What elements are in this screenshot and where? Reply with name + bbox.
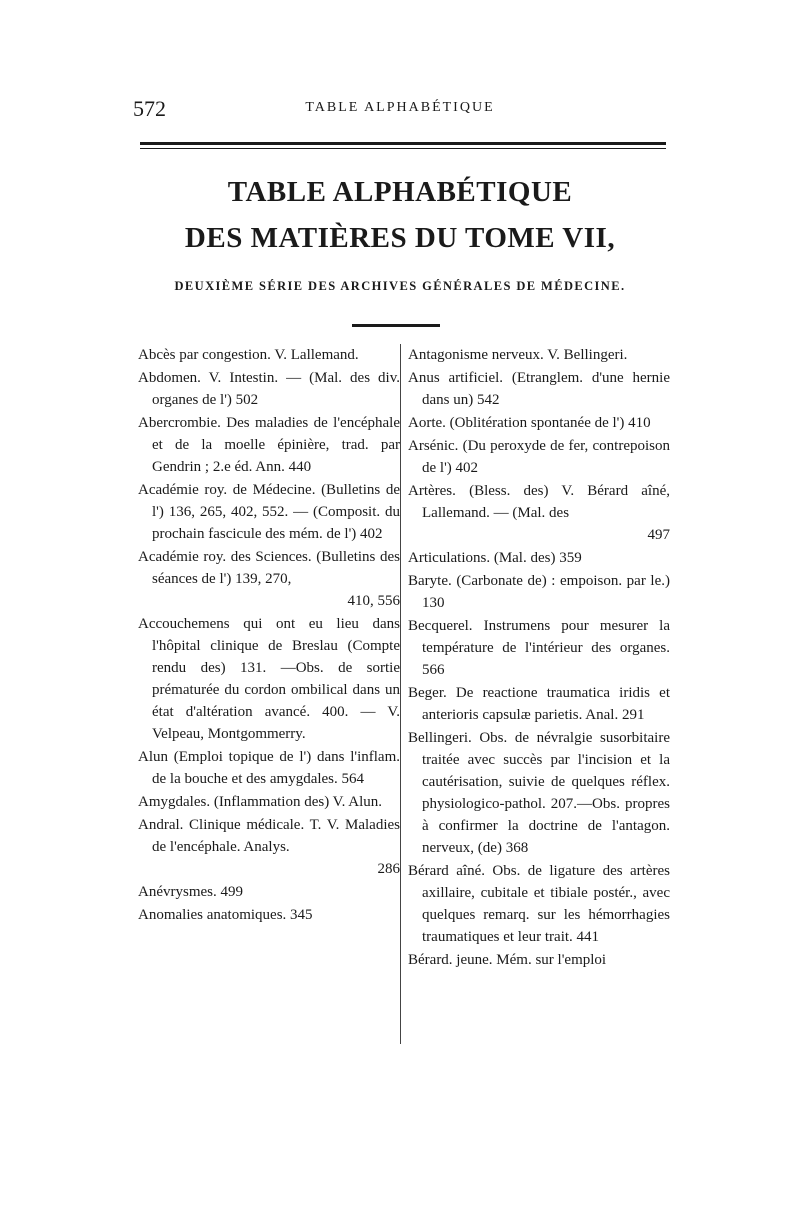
index-entry [138,412,400,478]
index-entry-text: Beger. De reactione traumatica iridis et anterioris capsulæ parietis. Anal. 291 [408,685,670,723]
index-entry-page: 497 [647,527,670,543]
index-entry [408,344,670,366]
index-entry-text: Articulations. (Mal. des) 359 [408,550,582,566]
index-entry-text: Baryte. (Carbonate de) : empoison. par le.) 130 [408,573,670,611]
index-entry-text: Abdomen. V. Intestin. — (Mal. des div. organes de l') 502 [138,370,400,408]
index-entry [138,746,400,790]
index-entry [138,814,400,880]
index-entry [408,682,670,726]
index-entry-text: Abcès par congestion. V. Lallemand. [138,347,359,363]
index-entry [408,435,670,479]
index-entry-text: Aorte. (Oblitération spontanée de l') 410 [408,415,651,431]
index-entry-text: Antagonisme nerveux. V. Bellingeri. [408,347,628,363]
index-entry [408,615,670,681]
index-entry-text: Anomalies anatomiques. 345 [138,907,313,923]
page-title-line-1: TABLE ALPHABÉTIQUE [227,176,573,208]
index-entry [408,412,670,434]
index-entry [408,949,670,971]
index-entry-text: Andral. Clinique médicale. T. V. Maladies de l'encéphale. Analys. [138,817,400,855]
index-entry [408,570,670,614]
index-entry-text: Anévrysmes. 499 [138,884,243,900]
index-entry-text: Alun (Emploi topique de l') dans l'inflam. de la bouche et des amygdales. 564 [138,749,400,787]
index-entry [408,367,670,411]
index-entry [408,860,670,948]
index-entry [138,791,400,813]
index-entry-page: 286 [377,861,400,877]
index-entry [138,367,400,411]
index-entry-text: Amygdales. (Inflammation des) V. Alun. [138,794,382,810]
index-entry [138,881,400,903]
index-entry-text: Arsénic. (Du peroxyde de fer, contrepoison de l') 402 [408,438,670,476]
index-entry [138,613,400,745]
page-title-line-2: DES MATIÈRES DU TOME VII, [184,222,616,254]
index-entry [408,727,670,859]
index-entry [138,479,400,545]
index-entry-text: Bérard aîné. Obs. de ligature des artères axillaire, cubitale et tibiale postér., avec quelques remarq. sur les hémorrhagies traumatiques et leur trait. 441 [408,863,670,945]
index-entry [408,547,670,569]
page-subtitle: DEUXIÈME SÉRIE DES ARCHIVES GÉNÉRALES DE MÉDECINE. [174,279,626,293]
index-entry [138,546,400,612]
index-entry [408,480,670,546]
index-column-right [408,344,670,972]
index-entry-text: Accouchemens qui ont eu lieu dans l'hôpital clinique de Breslau (Compte rendu des) 131. —Obs. de sortie prématurée du cordon ombilical dans un état d'altération avancé. 400. — V. Velpeau, Montgommerry. [138,616,400,742]
index-entry [138,904,400,926]
index-entry-page: 410, 556 [347,593,400,609]
header-rule-thick [140,142,666,145]
running-title: TABLE ALPHABÉTIQUE [305,100,495,115]
header-rule-thin [140,148,666,149]
index-entry-text: Bérard. jeune. Mém. sur l'emploi [408,952,607,968]
index-entry-text: Artères. (Bless. des) V. Bérard aîné, Lallemand. — (Mal. des [408,483,670,521]
index-entry [138,344,400,366]
title-separator [352,324,440,327]
index-entry-text: Anus artificiel. (Etranglem. d'une hernie dans un) 542 [408,370,670,408]
index-entry-text: Bellingeri. Obs. de névralgie susorbitaire traitée avec succès par l'incision et la cautérisation, suivie de quelques réflex. physiologico-pathol. 207.—Obs. propres à confirmer la doctrine de l'antagon. nerveux, (de) 368 [408,730,670,856]
page-number: 572 [133,96,166,121]
column-divider [400,344,401,1044]
index-entry-text: Becquerel. Instrumens pour mesurer la température de l'intérieur des organes. 566 [408,618,670,678]
running-head [0,96,800,120]
index-entry-text: Académie roy. des Sciences. (Bulletins des séances de l') 139, 270, [138,549,400,587]
index-entry-text: Abercrombie. Des maladies de l'encéphale et de la moelle épinière, trad. par Gendrin ; 2.e éd. Ann. 440 [138,415,400,475]
index-column-left [138,344,400,927]
index-entry-text: Académie roy. de Médecine. (Bulletins de l') 136, 265, 402, 552. — (Composit. du prochain fascicule des mém. de l') 402 [138,482,400,542]
